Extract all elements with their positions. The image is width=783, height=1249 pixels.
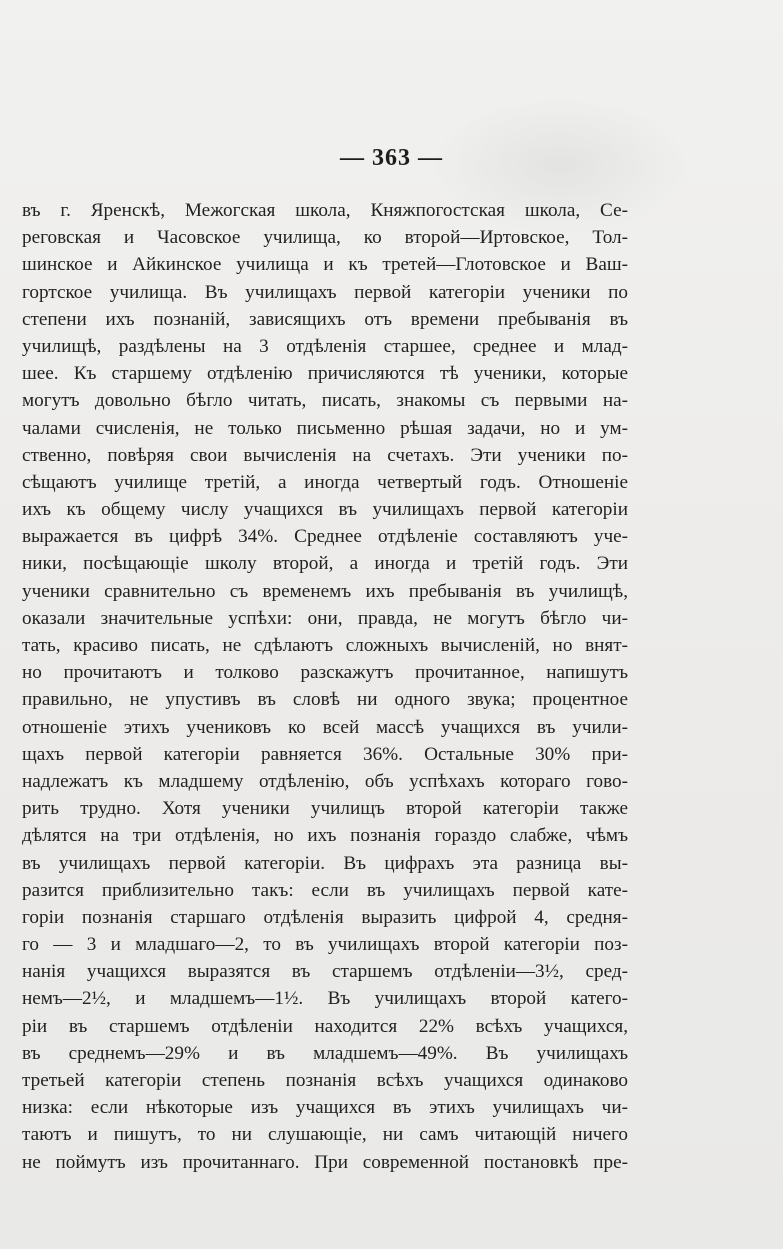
text-line: реговская и Часовское училища, ко второй—Иртовское, Тол- [22, 227, 628, 249]
body-text [22, 197, 628, 1176]
text-line: ученики сравнительно съ временемъ ихъ пребыванія въ училищѣ, [22, 580, 628, 602]
text-line: дѣлятся на три отдѣленія, но ихъ познанія гораздо слабже, чѣмъ [22, 825, 628, 847]
text-line: ихъ къ общему числу учащихся въ училищахъ первой категоріи [22, 499, 628, 521]
text-line: оказали значительные успѣхи: они, правда, не могутъ бѣгло чи- [22, 607, 628, 629]
text-line: въ г. Яренскѣ, Межогская школа, Княжпогостская школа, Се- [22, 200, 628, 221]
text-line: ріи въ старшемъ отдѣленіи находится 22% всѣхъ учащихся, [22, 1015, 628, 1037]
text-line: таютъ и пишутъ, то ни слушающіе, ни самъ читающій ничего [22, 1124, 628, 1146]
text-line: горіи познанія старшаго отдѣленія выразить цифрой 4, средня- [22, 906, 628, 928]
text-line: тать, красиво писать, не сдѣлаютъ сложныхъ вычисленій, но внят- [22, 635, 628, 656]
text-line: го — 3 и младшаго—2, то въ училищахъ второй категоріи поз- [22, 934, 628, 956]
text-line: могутъ довольно бѣгло читать, писать, знакомы съ первыми на- [22, 390, 628, 412]
text-line: третьей категоріи степень познанія всѣхъ учащихся одинаково [22, 1070, 628, 1091]
text-line: не поймутъ изъ прочитаннаго. При современной постановкѣ пре- [22, 1151, 628, 1173]
text-line: шее. Къ старшему отдѣленію причисляются тѣ ученики, которые [22, 363, 628, 385]
text-line: разится приблизительно такъ: если въ училищахъ первой кате- [22, 879, 628, 901]
text-line: въ среднемъ—29% и въ младшемъ—49%. Въ училищахъ [22, 1042, 628, 1064]
text-line: ственно, повѣряя свои вычисленія на счетахъ. Эти ученики по- [22, 444, 628, 466]
text-line: сѣщаютъ училище третій, а иногда четвертый годъ. Отношеніе [22, 471, 628, 493]
text-line: надлежатъ къ младшему отдѣленію, объ успѣхахъ котораго гово- [22, 770, 628, 792]
text-line: училищѣ, раздѣлены на 3 отдѣленія старшее, среднее и млад- [22, 335, 628, 357]
text-line: шинское и Айкинское училища и къ третей—Глотовское и Ваш- [22, 254, 628, 276]
text-line: степени ихъ познаній, зависящихъ отъ времени пребыванія въ [22, 308, 628, 330]
text-line: отношеніе этихъ учениковъ ко всей массѣ учащихся въ учили- [22, 716, 628, 738]
text-line: нанія учащихся выразятся въ старшемъ отдѣленіи—3½, сред- [22, 961, 628, 983]
text-line: правильно, не упустивъ въ словѣ ни одного звука; процентное [22, 689, 628, 711]
text-line: низка: если нѣкоторые изъ учащихся въ этихъ училищахъ чи- [22, 1097, 628, 1119]
page-number: — 363 — [340, 145, 443, 171]
text-line: выражается въ цифрѣ 34%. Среднее отдѣленіе составляютъ уче- [22, 526, 628, 548]
text-line: въ училищахъ первой категоріи. Въ цифрахъ эта разница вы- [22, 852, 628, 874]
text-line: но прочитаютъ и толково разскажутъ прочитанное, напишутъ [22, 662, 628, 684]
text-line: рить трудно. Хотя ученики училищъ второй категоріи также [22, 798, 628, 820]
text-line: чалами счисленія, не только письменно рѣшая задачи, но и ум- [22, 417, 628, 439]
text-line: немъ—2½, и младшемъ—1½. Въ училищахъ второй катего- [22, 988, 628, 1010]
text-line: гортское училища. Въ училищахъ первой категоріи ученики по [22, 281, 628, 303]
text-line: щахъ первой категоріи равняется 36%. Остальные 30% при- [22, 743, 628, 765]
text-line: ники, посѣщающіе школу второй, а иногда и третій годъ. Эти [22, 553, 628, 575]
